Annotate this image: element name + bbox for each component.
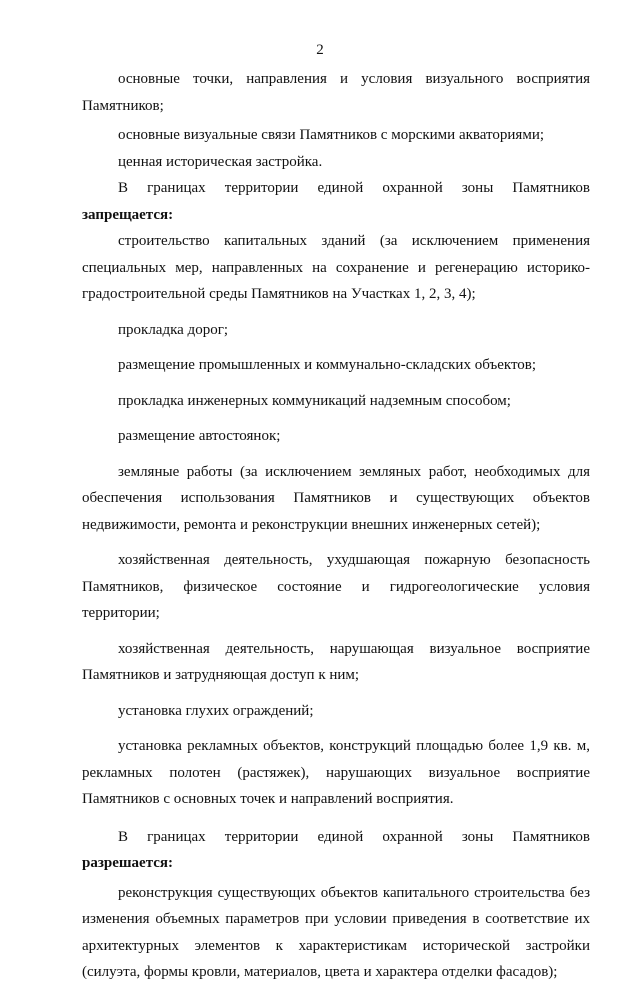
prohibited-emphasis: запрещается: bbox=[82, 206, 174, 223]
paragraph-fire-safety: хозяйственная деятельность, ухудшающая пожарную безопасность Памятников, физическое состояние и гидрогеологические условия территории; bbox=[82, 552, 590, 621]
document-body bbox=[82, 66, 590, 986]
paragraph-reconstruction: реконструкция существующих объектов капитального строительства без изменения объемных параметров при условии приведения в соответствие их архитектурных элементов к характеристикам исторической застройки (силуэта, формы кровли, материалов, цвета и характера отделки фасадов); bbox=[82, 884, 590, 980]
paragraph-utilities: прокладка инженерных коммуникаций надземным способом; bbox=[118, 392, 511, 409]
paragraph-permitted-heading: В границах территории единой охранной зоны Памятников разрешается: bbox=[82, 828, 590, 871]
paragraph-prohibited-heading: В границах территории единой охранной зоны Памятников запрещается: bbox=[82, 180, 590, 223]
permitted-emphasis: разрешается: bbox=[82, 855, 174, 871]
paragraph-construction: строительство капитальных зданий (за исключением применения специальных мер, направленных на сохранение и регенерацию историко-градостроительной среды Памятников на Участках 1, 2, 3, 4); bbox=[82, 233, 590, 302]
paragraph-historic-buildings: ценная историческая застройка. bbox=[118, 153, 323, 170]
paragraph-parking: размещение автостоянок; bbox=[118, 428, 281, 444]
paragraph-fences: установка глухих ограждений; bbox=[118, 702, 314, 719]
page-number: 2 bbox=[316, 42, 324, 58]
paragraph-earthworks: земляные работы (за исключением земляных работ, необходимых для обеспечения использования Памятников и существующих объектов недвижимости, ремонта и реконструкции внешних инженерных сетей); bbox=[82, 463, 590, 533]
paragraph-viewpoints: основные точки, направления и условия визуального восприятия Памятников; bbox=[82, 71, 590, 114]
paragraph-visual-links: основные визуальные связи Памятников с морскими акваториями; bbox=[118, 127, 545, 143]
paragraph-visual-perception: хозяйственная деятельность, нарушающая визуальное восприятие Памятников и затрудняющая доступ к ним; bbox=[82, 640, 590, 683]
paragraph-industrial: размещение промышленных и коммунально-складских объектов; bbox=[118, 357, 537, 373]
paragraph-advertising: установка рекламных объектов, конструкций площадью более 1,9 кв. м, рекламных полотен (растяжек), нарушающих визуальное восприятие Памятников с основных точек и направлений восприятия. bbox=[82, 738, 590, 807]
paragraph-roads: прокладка дорог; bbox=[118, 321, 229, 338]
